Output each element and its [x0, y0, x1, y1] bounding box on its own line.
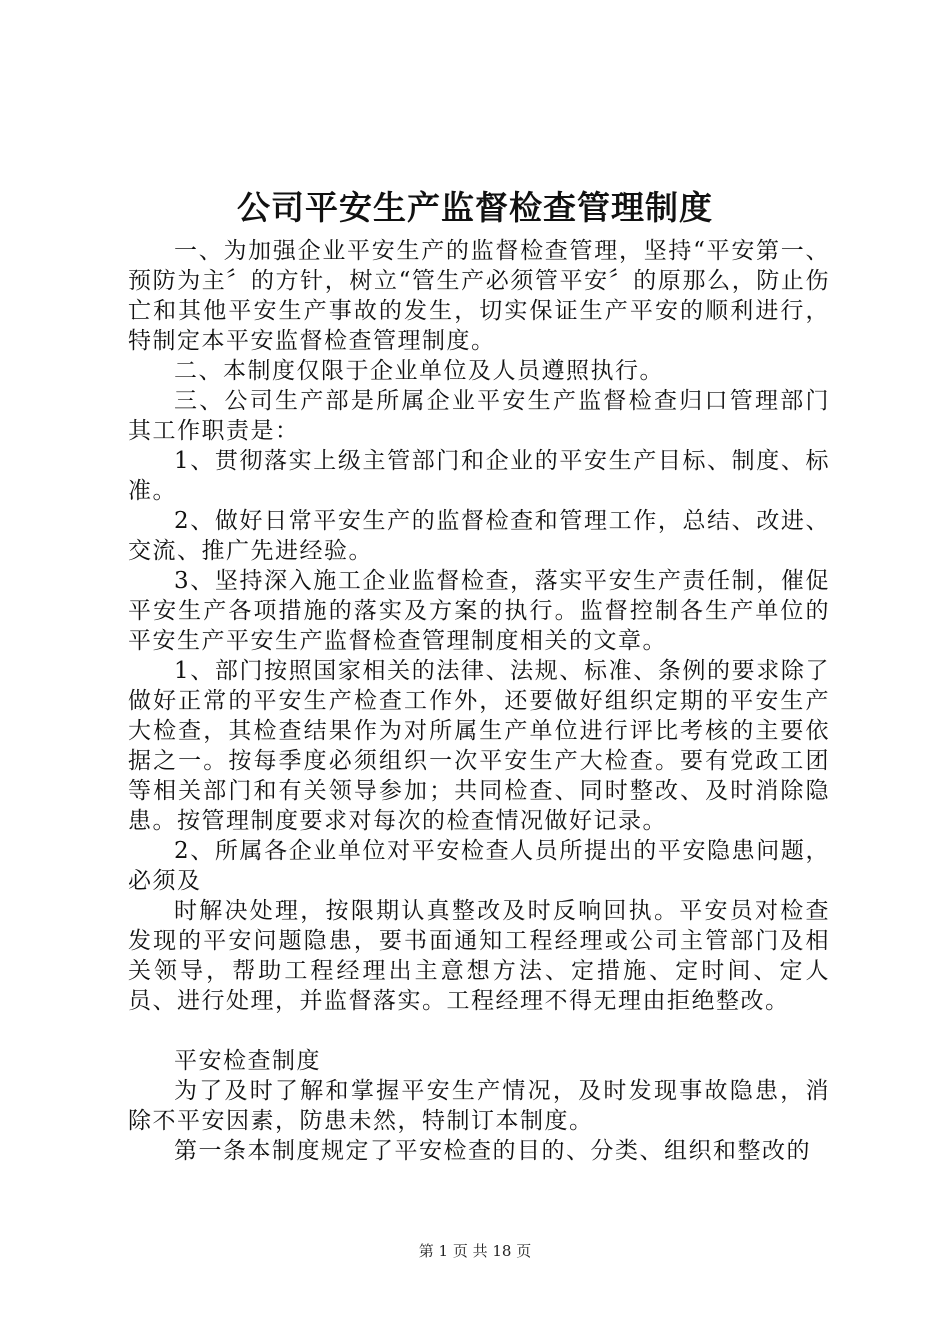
- page-number-footer: 第 1 页 共 18 页: [418, 1242, 532, 1260]
- paragraph-7: 1、部门按照国家相关的法律、法规、标准、条例的要求除了做好正常的平安生产检查工作外，还要做好组织定期的平安生产大检查，其检查结果作为对所属生产单位进行评比考核的主要依据之一。按每季度必须组织一次平安生产大检查。要有党政工团等相关部门和有关领导参加；共同检查、同时整改、及时消除隐患。按管理制度要求对每次的检查情况做好记录。: [128, 658, 830, 834]
- paragraph-12: 第一条本制度规定了平安检查的目的、分类、组织和整改的: [174, 1138, 811, 1164]
- paragraph-2: 二、本制度仅限于企业单位及人员遵照执行。: [174, 358, 664, 384]
- paragraph-4: 1、贯彻落实上级主管部门和企业的平安生产目标、制度、标准。: [128, 448, 830, 504]
- document-body: [128, 236, 830, 1166]
- document-title: 公司平安生产监督检查管理制度: [237, 188, 713, 227]
- paragraph-6: 3、坚持深入施工企业监督检查，落实平安生产责任制，催促平安生产各项措施的落实及方案的执行。监督控制各生产单位的平安生产平安生产监督检查管理制度相关的文章。: [128, 568, 830, 654]
- section-gap: [128, 1016, 830, 1046]
- paragraph-3: 三、公司生产部是所属企业平安生产监督检查归口管理部门其工作职责是：: [128, 388, 830, 444]
- paragraph-9: 时解决处理，按限期认真整改及时反响回执。平安员对检查发现的平安问题隐患，要书面通知工程经理或公司主管部门及相关领导，帮助工程经理出主意想方法、定措施、定时间、定人员、进行处理，并监督落实。工程经理不得无理由拒绝整改。: [128, 898, 830, 1014]
- section-heading: 平安检查制度: [174, 1048, 321, 1074]
- paragraph-1: 一、为加强企业平安生产的监督检查管理，坚持“平安第一、预防为主〞的方针，树立“管生产必须管平安〞的原那么，防止伤亡和其他平安生产事故的发生，切实保证生产平安的顺利进行，特制定本平安监督检查管理制度。: [128, 238, 830, 354]
- paragraph-8: 2、所属各企业单位对平安检查人员所提出的平安隐患问题，必须及: [128, 838, 830, 894]
- paragraph-5: 2、做好日常平安生产的监督检查和管理工作，总结、改进、交流、推广先进经验。: [128, 508, 830, 564]
- paragraph-11: 为了及时了解和掌握平安生产情况，及时发现事故隐患，消除不平安因素，防患未然，特制订本制度。: [128, 1078, 830, 1134]
